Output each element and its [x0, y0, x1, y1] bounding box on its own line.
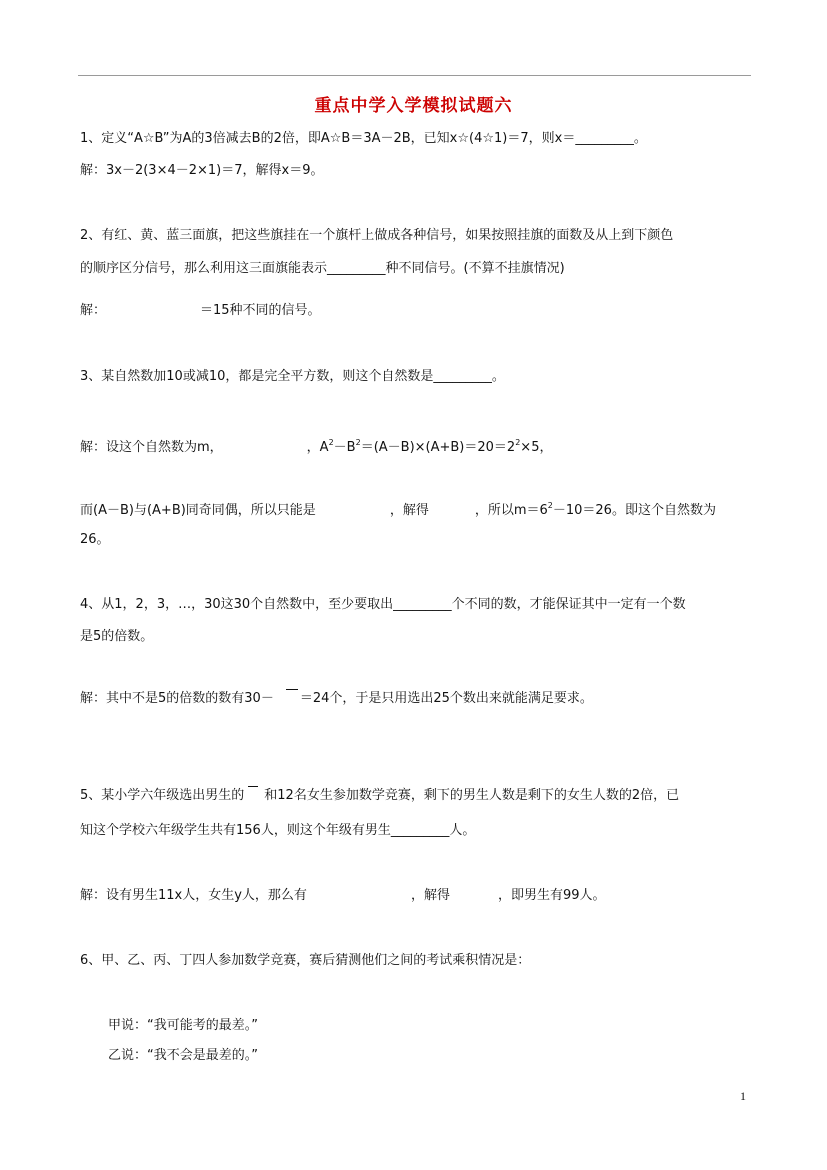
q4-answer-b: ＝24个，于是只用选出25个数出来就能满足要求。 — [299, 691, 593, 706]
page-title: 重点中学入学模拟试题六 — [314, 96, 513, 116]
q2-answer — [80, 302, 321, 320]
q3-question: 3、某自然数加10或减10，都是完全平方数，则这个自然数是_________。 — [80, 369, 505, 384]
q3-answer1-d: ＝(A－B)×(A+B)＝20＝2 — [360, 440, 516, 455]
q5-question-a: 5、某小学六年级选出男生的 — [80, 788, 245, 803]
q3-answer-line3: 26。 — [80, 532, 110, 547]
fraction-bar — [248, 786, 258, 787]
q3-answer2-c: ，所以m＝6 — [474, 503, 548, 518]
q5-answer — [80, 887, 606, 905]
q5-answer-a: 解：设有男生11x人，女生y人，那么有 — [80, 888, 307, 903]
q3-answer1-a: 解：设这个自然数为m， — [80, 440, 223, 455]
sup-2: 2 — [328, 438, 334, 447]
q6-statement-jia: 甲说：“我可能考的最差。” — [108, 1018, 258, 1033]
q3-answer1-c: －B — [333, 440, 356, 455]
q2-answer-prefix: 解： — [80, 303, 107, 318]
q4-answer-a: 解：其中不是5的倍数的数有30－ — [80, 691, 274, 706]
q5-answer-b: ，解得 — [410, 888, 450, 903]
q3-answer2-a: 而(A－B)与(A+B)同奇同偶，所以只能是 — [80, 503, 316, 518]
q1-question: 1、定义“A☆B”为A的3倍减去B的2倍，即A☆B＝3A－2B，已知x☆(4☆1)＝7，则x＝_________。 — [80, 131, 647, 146]
q6-question: 6、甲、乙、丙、丁四人参加数学竞赛，赛后猜测他们之间的考试乘积情况是： — [80, 953, 531, 968]
q5-answer-c: ，即男生有99人。 — [497, 888, 606, 903]
q3-answer-line2 — [80, 497, 716, 520]
q4-answer — [80, 690, 593, 708]
q2-answer-suffix: ＝15种不同的信号。 — [200, 303, 321, 318]
q4-question-line1: 4、从1，2，3，…，30这30个自然数中，至少要取出_________个不同的数，才能保证其中一定有一个数 — [80, 597, 686, 612]
q3-answer2-b: ，解得 — [389, 503, 429, 518]
q2-question-line1: 2、有红、黄、蓝三面旗，把这些旗挂在一个旗杆上做成各种信号，如果按照挂旗的面数及从上到下颜色 — [80, 228, 674, 243]
header-rule — [78, 75, 751, 76]
sup-2: 2 — [515, 438, 521, 447]
q5-question-b: 和12名女生参加数学竞赛，剩下的男生人数是剩下的女生人数的2倍，已 — [264, 788, 680, 803]
fraction-bar — [286, 689, 298, 690]
q4-question-line2: 是5的倍数。 — [80, 629, 154, 644]
q2-question-line2: 的顺序区分信号，那么利用这三面旗能表示_________种不同信号。(不算不挂旗情况) — [80, 261, 565, 276]
q1-answer: 解：3x－2(3×4－2×1)＝7，解得x＝9。 — [80, 163, 324, 178]
q3-answer1-e: ×5， — [520, 440, 553, 455]
sup-2: 2 — [355, 438, 361, 447]
q3-answer-line1 — [80, 434, 552, 457]
q3-answer2-d: －10＝26。即这个自然数为 — [552, 503, 716, 518]
sup-2: 2 — [547, 501, 553, 510]
q6-statement-yi: 乙说：“我不会是最差的。” — [108, 1048, 258, 1063]
q5-question-line2: 知这个学校六年级学生共有156人，则这个年级有男生_________人。 — [80, 823, 476, 838]
q5-question-line1 — [80, 787, 679, 805]
page-number: 1 — [740, 1089, 746, 1103]
q3-answer1-b: ，A — [306, 440, 329, 455]
